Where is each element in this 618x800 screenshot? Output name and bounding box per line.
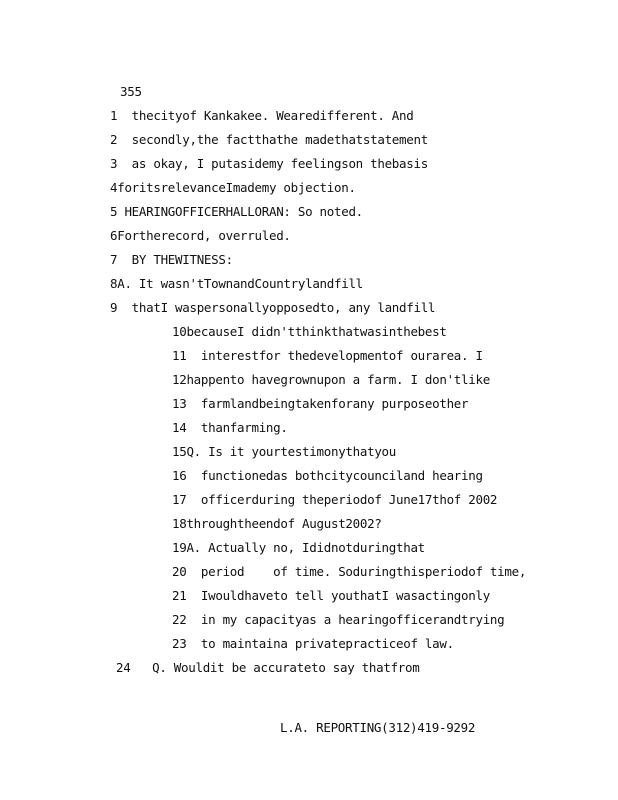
transcript-line-15: 15Q. Is it yourtestimonythatyou [172,444,396,459]
transcript-line-2: 2 secondly,the factthathe madethatstatement [110,132,428,147]
transcript-line-4: 4foritsrelevanceImademy objection. [110,180,356,195]
transcript-line-3: 3 as okay, I putasidemy feelingson thebasis [110,156,428,171]
transcript-line-5: 5 HEARINGOFFICERHALLORAN: So noted. [110,204,363,219]
transcript-line-21: 21 Iwouldhaveto tell youthatI wasactingonly [172,588,490,603]
transcript-line-12: 12happento havegrownupon a farm. I don'tlike [172,372,490,387]
transcript-line-6: 6Fortherecord, overruled. [110,228,291,243]
transcript-line-24: 24 Q. Wouldit be accurateto say thatfrom [116,660,420,675]
transcript-line-20: 20 period of time. Soduringthisperiodof time, [172,564,527,579]
reporter-footer: L.A. REPORTING(312)419-9292 [280,720,476,735]
transcript-line-19: 19A. Actually no, Ididnotduringthat [172,540,425,555]
transcript-line-7: 7 BY THEWITNESS: [110,252,233,267]
transcript-line-17: 17 officerduring theperiodof June17thof 2002 [172,492,498,507]
transcript-line-11: 11 interestfor thedevelopmentof ourarea. I [172,348,483,363]
transcript-line-23: 23 to maintaina privatepracticeof law. [172,636,454,651]
transcript-line-10: 10becauseI didn'tthinkthatwasinthebest [172,324,447,339]
transcript-line-13: 13 farmlandbeingtakenforany purposeother [172,396,469,411]
transcript-line-18: 18throughtheendof August2002? [172,516,382,531]
transcript-line-16: 16 functionedas bothcitycounciland hearing [172,468,483,483]
transcript-line-8: 8A. It wasn'tTownandCountrylandfill [110,276,363,291]
transcript-line-22: 22 in my capacityas a hearingofficerandtrying [172,612,505,627]
transcript-line-9: 9 thatI waspersonallyopposedto, any landfill [110,300,436,315]
page-number: 355 [120,84,142,99]
transcript-line-1: 1 thecityof Kankakee. Wearedifferent. And [110,108,414,123]
transcript-line-14: 14 thanfarming. [172,420,288,435]
